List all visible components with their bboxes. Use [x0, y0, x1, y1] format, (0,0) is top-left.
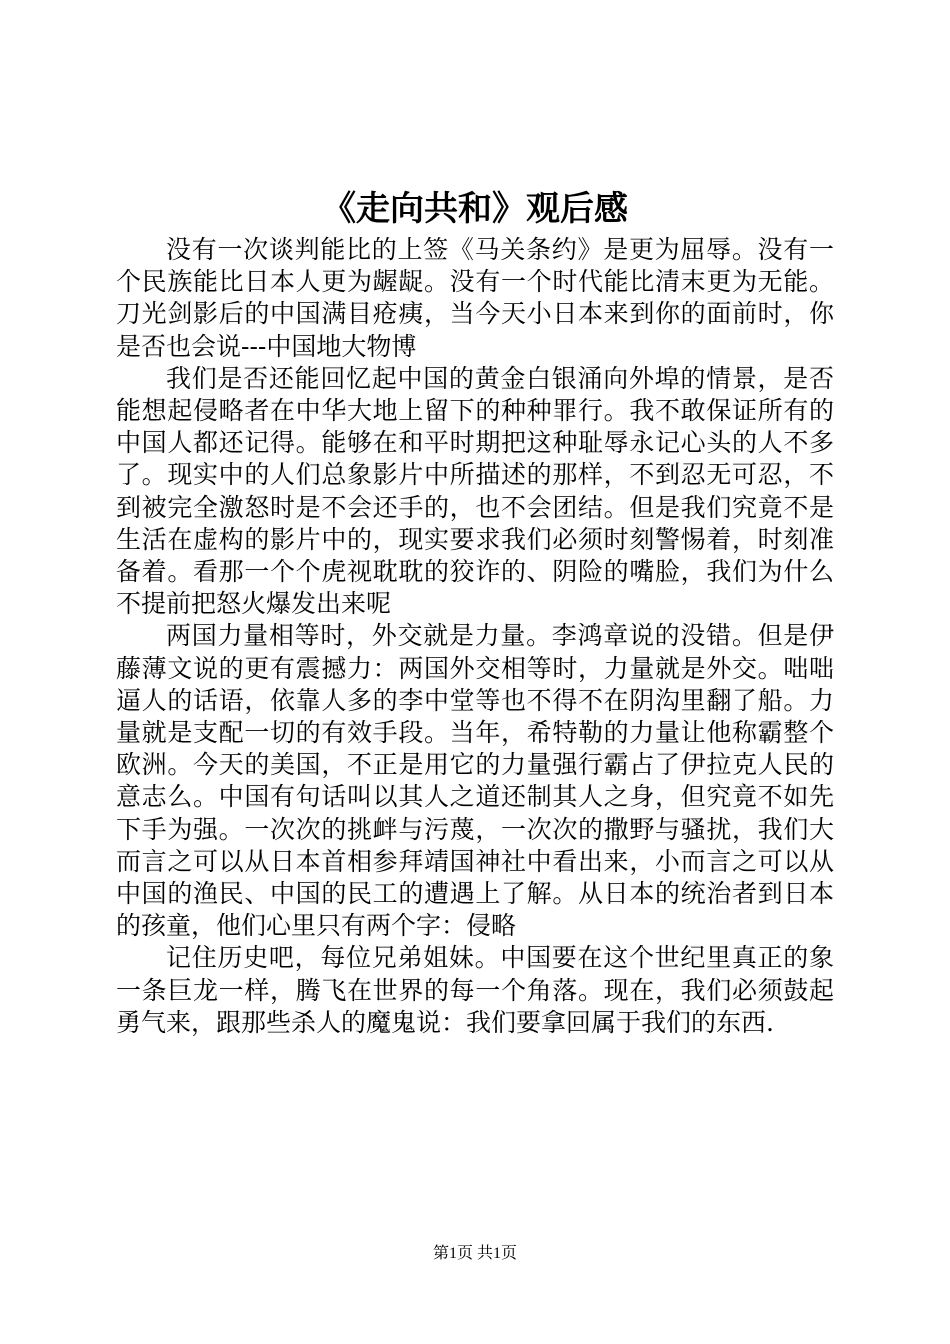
document-title: 《走向共和》观后感: [322, 189, 628, 229]
paragraph-3: 两国力量相等时，外交就是力量。李鸿章说的没错。但是伊藤薄文说的更有震撼力：两国外交相等时，力量就是外交。咄咄逼人的话语，依靠人多的李中堂等也不得不在阴沟里翻了船。力量就是支配一切的有效手段。当年，希特勒的力量让他称霸整个欧洲。今天的美国，不正是用它的力量强行霸占了伊拉克人民的意志么。中国有句话叫以其人之道还制其人之身，但究竟不如先下手为强。一次次的挑衅与污蔑，一次次的撒野与骚扰，我们大而言之可以从日本首相参拜靖国神社中看出来，小而言之可以从中国的渔民、中国的民工的遭遇上了解。从日本的统治者到日本的孩童，他们心里只有两个字：侵略: [116, 621, 834, 941]
paragraph-4: 记住历史吧，每位兄弟姐妹。中国要在这个世纪里真正的象一条巨龙一样，腾飞在世界的每一个角落。现在，我们必须鼓起勇气来，跟那些杀人的魔鬼说：我们要拿回属于我们的东西.: [116, 943, 834, 1037]
document-body: [116, 234, 834, 1039]
paragraph-1: 没有一次谈判能比的上签《马关条约》是更为屈辱。没有一个民族能比日本人更为龌龊。没有一个时代能比清末更为无能。刀光剑影后的中国满目疮痍，当今天小日本来到你的面前时，你是否也会说---中国地大物博: [116, 235, 834, 361]
page-footer: 第1页 共1页: [432, 1245, 517, 1262]
paragraph-2: 我们是否还能回忆起中国的黄金白银涌向外埠的情景，是否能想起侵略者在中华大地上留下的种种罪行。我不敢保证所有的中国人都还记得。能够在和平时期把这种耻辱永记心头的人不多了。现实中的人们总象影片中所描述的那样，不到忍无可忍，不到被完全激怒时是不会还手的，也不会团结。但是我们究竟不是生活在虚构的影片中的，现实要求我们必须时刻警惕着，时刻准备着。看那一个个虎视耽耽的狡诈的、阴险的嘴脸，我们为什么不提前把怒火爆发出来呢: [116, 363, 834, 619]
